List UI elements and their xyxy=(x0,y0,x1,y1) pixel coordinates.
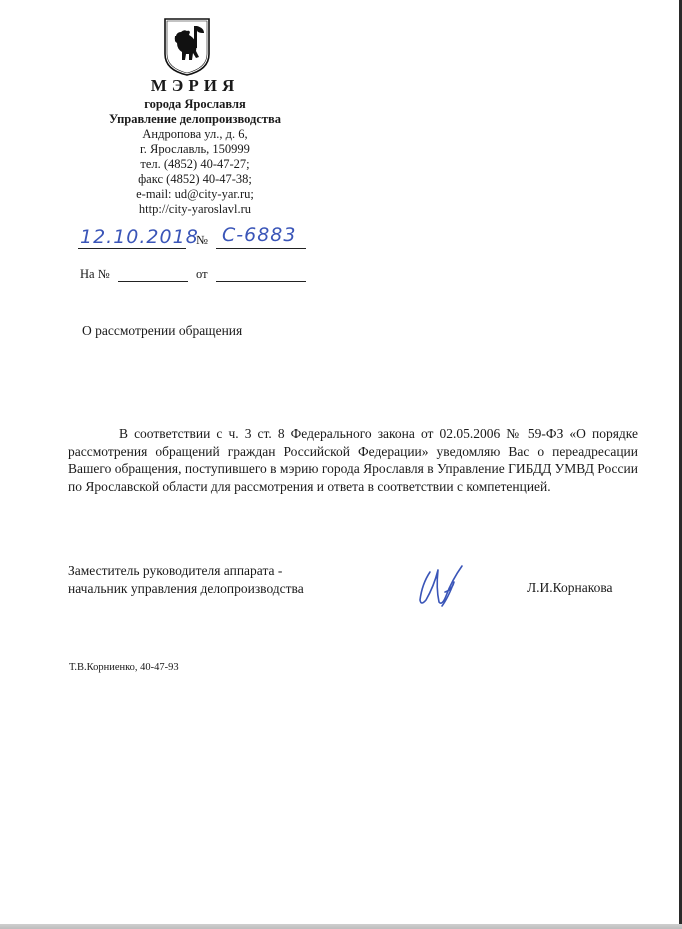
org-title: МЭРИЯ xyxy=(150,76,240,95)
from-label: от xyxy=(196,267,208,281)
position-line-2: начальник управления делопроизводства xyxy=(68,581,304,596)
letter-subject: О рассмотрении обращения xyxy=(82,323,243,338)
org-city: города Ярославля xyxy=(144,97,246,111)
letter-body: В соответствии с ч. 3 ст. 8 Федерального закона от 02.05.2006 № 59-ФЗ «О порядке рассмотрения обращений граждан Российской Федерации» уведомляю Вас о переадресации Вашего обращения, поступившего в мэрию города Ярославля в Управление ГИБДД УМВД России по Ярославской области для рассмотрения и ответа в соответствии с компетенцией. xyxy=(68,426,638,494)
fax: факс (4852) 40-47-38; xyxy=(138,172,252,186)
executor-contact: Т.В.Корниенко, 40-47-93 xyxy=(69,662,179,673)
address-city: г. Ярославль, 150999 xyxy=(140,142,250,156)
position-line-1: Заместитель руководителя аппарата - xyxy=(68,563,283,578)
signatory-name: Л.И.Корнакова xyxy=(527,580,613,595)
phone: тел. (4852) 40-47-27; xyxy=(140,157,250,171)
registration-number: С-6883 xyxy=(222,224,297,246)
yaroslavl-bear-coat-of-arms-icon xyxy=(164,18,210,76)
handwritten-signature-icon xyxy=(412,562,470,612)
registration-date: 12.10.2018 xyxy=(80,226,199,248)
reply-label: На № xyxy=(80,267,110,281)
reply-date-underline xyxy=(216,281,306,282)
number-underline xyxy=(216,248,306,249)
address-street: Андропова ул., д. 6, xyxy=(142,127,248,141)
email: e-mail: ud@city-yar.ru; xyxy=(136,187,254,201)
date-underline xyxy=(78,248,186,249)
scan-edge-bottom xyxy=(0,924,682,929)
org-department: Управление делопроизводства xyxy=(108,112,282,126)
reply-number-underline xyxy=(118,281,188,282)
number-label: № xyxy=(196,233,208,247)
signatory-position xyxy=(68,562,304,598)
website: http://city-yaroslavl.ru xyxy=(138,202,252,216)
